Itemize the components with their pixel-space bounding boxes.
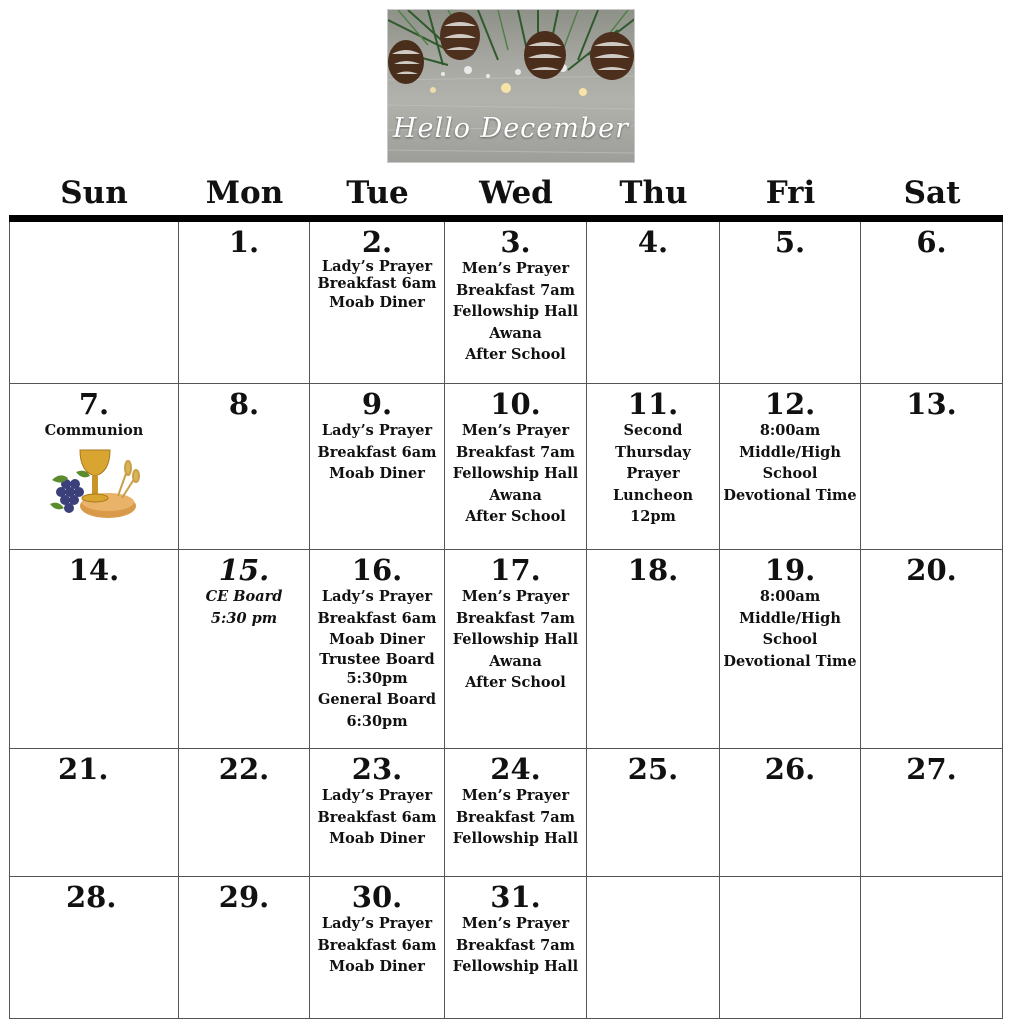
day-number: 26. (764, 752, 816, 786)
day-cell-29 (179, 877, 310, 1019)
day-cell-10 (445, 384, 587, 550)
day-number: 10. (490, 387, 541, 421)
event-line: Breakfast 7am (456, 281, 575, 299)
day-number: 6. (916, 225, 947, 259)
event-line: Men’s Prayer (461, 260, 570, 277)
day-cell-empty (9, 222, 179, 384)
day-number: 18. (627, 553, 679, 587)
day-cell-2 (310, 222, 445, 384)
event-line: Fellowship Hall (452, 631, 579, 648)
day-cell-15 (179, 550, 310, 749)
event-line: 12pm (630, 508, 676, 525)
event-line: Men’s Prayer (461, 915, 570, 932)
day-cell-25 (587, 749, 720, 877)
weekday-wed: Wed (479, 175, 553, 211)
event-line: Moab Diner (329, 631, 425, 648)
day-number: 19. (764, 553, 816, 587)
day-number: 21. (58, 752, 109, 786)
weekday-header (9, 172, 1003, 214)
day-number: 23. (351, 752, 403, 786)
day-cell-17 (445, 550, 587, 749)
event-line: Breakfast 7am (456, 609, 575, 627)
day-number: 2. (361, 225, 393, 259)
day-number: 1. (228, 225, 260, 259)
event-line: Men’s Prayer (461, 588, 570, 605)
event-line: School (762, 465, 818, 482)
day-cell-16 (310, 550, 445, 749)
day-cell-3 (445, 222, 587, 384)
day-cell-24 (445, 749, 587, 877)
event-line: Prayer (626, 465, 680, 482)
day-cell-11 (587, 384, 720, 550)
communion-chalice-icon (48, 446, 140, 522)
event-line: School (762, 631, 818, 648)
day-number: 14. (68, 553, 120, 587)
day-number: 31. (490, 880, 541, 914)
weekday-sat: Sat (903, 175, 961, 211)
event-line: Lady’s Prayer (321, 258, 433, 275)
event-line: 5:30 pm (210, 609, 278, 627)
day-number: 16. (351, 553, 403, 587)
event-line: Middle/High (739, 609, 841, 627)
day-number: 9. (361, 387, 393, 421)
event-line: Breakfast 7am (456, 808, 575, 826)
day-cell-13 (861, 384, 1003, 550)
day-number: 13. (906, 387, 957, 421)
day-number: 27. (906, 752, 957, 786)
day-cell-8 (179, 384, 310, 550)
event-line: Moab Diner (329, 465, 425, 482)
day-cell-14 (9, 550, 179, 749)
event-line: Awana (489, 652, 542, 670)
day-cell-28 (9, 877, 179, 1019)
day-cell-31 (445, 877, 587, 1019)
weekday-sun: Sun (60, 175, 128, 211)
day-cell-20 (861, 550, 1003, 749)
day-cell-19 (720, 550, 861, 749)
day-number: 24. (490, 752, 541, 786)
calendar-grid (9, 222, 1003, 1019)
day-cell-4 (587, 222, 720, 384)
weekday-mon: Mon (205, 175, 284, 211)
day-number: 17. (490, 553, 541, 587)
event-line: 8:00am (759, 588, 821, 605)
event-line: Devotional Time (723, 486, 857, 504)
event-line: Lady’s Prayer (321, 588, 433, 605)
day-number: 28. (66, 880, 117, 914)
event-line: 8:00am (759, 422, 821, 439)
event-line: Moab Diner (329, 294, 425, 311)
day-cell-empty (720, 877, 861, 1019)
day-number: 22. (218, 752, 270, 786)
day-cell-1 (179, 222, 310, 384)
header-divider (9, 215, 1003, 222)
event-line: Awana (489, 324, 542, 342)
day-cell-12 (720, 384, 861, 550)
banner-title: Hello December (392, 113, 630, 144)
weekday-tue: Tue (346, 175, 409, 211)
event-line: Awana (489, 486, 542, 504)
day-cell-7 (9, 384, 179, 550)
day-cell-6 (861, 222, 1003, 384)
day-number: 3. (500, 225, 531, 259)
day-number: 7. (78, 387, 110, 421)
event-line: Fellowship Hall (452, 830, 579, 847)
event-line: Second (623, 422, 683, 439)
event-line: Thursday (615, 443, 691, 461)
event-line: After School (465, 674, 566, 691)
day-number: 11. (627, 387, 679, 421)
event-line: Luncheon (612, 486, 694, 504)
event-line: Breakfast 6am (317, 275, 437, 292)
day-number: 15. (218, 553, 270, 587)
event-line: Fellowship Hall (452, 465, 579, 482)
day-cell-empty (861, 877, 1003, 1019)
event-line: Moab Diner (329, 958, 425, 975)
day-number: 12. (764, 387, 816, 421)
event-line: Lady’s Prayer (321, 422, 433, 439)
day-cell-9 (310, 384, 445, 550)
event-line: Breakfast 7am (456, 443, 575, 461)
event-line: Communion (44, 422, 144, 439)
day-cell-18 (587, 550, 720, 749)
event-line: Devotional Time (723, 652, 857, 670)
event-line: Fellowship Hall (452, 958, 579, 975)
day-cell-30 (310, 877, 445, 1019)
day-cell-21 (9, 749, 179, 877)
day-cell-5 (720, 222, 861, 384)
event-line: General Board (317, 691, 437, 708)
day-cell-22 (179, 749, 310, 877)
event-line: Breakfast 6am (317, 609, 437, 627)
event-line: Lady’s Prayer (321, 915, 433, 932)
day-number: 30. (351, 880, 403, 914)
event-line: After School (465, 346, 566, 363)
day-cell-26 (720, 749, 861, 877)
day-number: 8. (228, 387, 260, 421)
event-line: CE Board (205, 588, 283, 605)
day-number: 29. (218, 880, 270, 914)
day-cell-empty (587, 877, 720, 1019)
event-line: Lady’s Prayer (321, 787, 433, 804)
event-line: Moab Diner (329, 830, 425, 847)
event-line: Breakfast 7am (456, 936, 575, 954)
event-line: 5:30pm (346, 669, 408, 687)
event-line: Men’s Prayer (461, 422, 570, 439)
event-line: Breakfast 6am (317, 443, 437, 461)
day-number: 5. (774, 225, 806, 259)
weekday-thu: Thu (619, 175, 688, 211)
event-line: Breakfast 6am (317, 808, 437, 826)
event-line: 6:30pm (346, 712, 408, 730)
event-line: Middle/High (739, 443, 841, 461)
event-line: Breakfast 6am (317, 936, 437, 954)
event-line: Men’s Prayer (461, 787, 570, 804)
event-line: Fellowship Hall (452, 303, 579, 320)
day-number: 4. (637, 225, 669, 259)
weekday-fri: Fri (765, 175, 816, 211)
day-number: 20. (906, 553, 957, 587)
day-cell-23 (310, 749, 445, 877)
day-cell-27 (861, 749, 1003, 877)
day-number: 25. (627, 752, 679, 786)
hello-december-banner (387, 9, 635, 163)
event-line: After School (465, 508, 566, 525)
event-line: Trustee Board (319, 650, 435, 668)
